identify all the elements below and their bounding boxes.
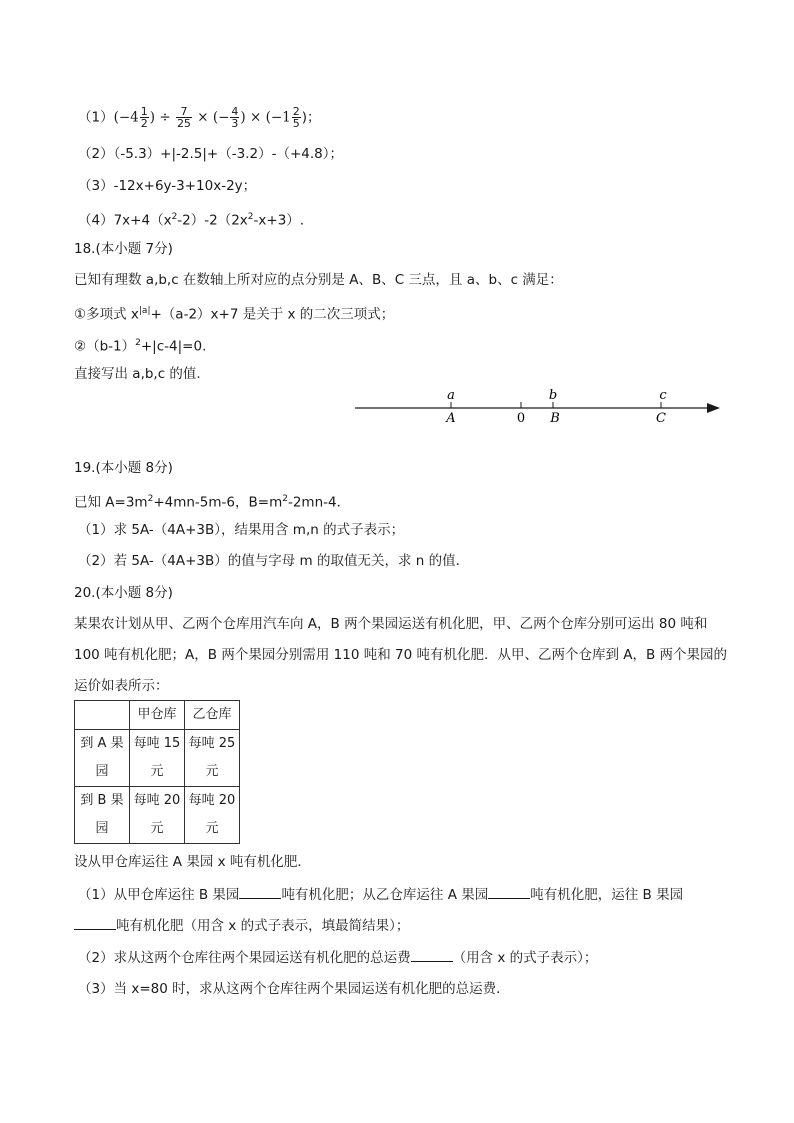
table-cell: 甲仓库: [130, 701, 185, 730]
q18-condition-1: ①多项式 $x^{|a|}+(a-2)x+7$ 是关于 x 的二次三项式；: [74, 306, 395, 323]
q17-part4: $(4)7x+4(x^2-2)-2(2x^2-x+3)$.: [78, 212, 305, 229]
table-header-row: [75, 701, 240, 730]
q20-text-line3: 运价如表所示：: [74, 678, 169, 694]
label-a: a: [447, 388, 455, 403]
q19-given: 已知 $A=3m^2+4mn-5m-6$，$B=m^2-2mn-4$．: [74, 494, 351, 511]
q18-intro: 已知有理数 a,b,c 在数轴上所对应的点分别是 A、B、C 三点，且 a、b、c 满足：: [74, 272, 563, 288]
q17-part3: （3）-12x+6y-3+10x-2y；: [78, 178, 257, 194]
q20-text-line1: 某果农计划从甲、乙两个仓库用汽车向 A，B 两个果园运送有机化肥，甲、乙两个仓库分别可运出 80 吨和: [74, 616, 708, 632]
fare-table: [74, 700, 240, 844]
table-cell: 到 B 果园: [75, 787, 130, 844]
label-B: B: [550, 411, 560, 426]
answer-blank[interactable]: [488, 884, 530, 899]
q20-assumption: 设从甲仓库运往 A 果园 x 吨有机化肥．: [74, 854, 311, 870]
table-row: [75, 787, 240, 844]
table-cell: [75, 701, 130, 730]
number-line-arrow: [707, 403, 720, 413]
fraction: $\frac{4}{3}$: [231, 105, 239, 130]
answer-blank[interactable]: [411, 947, 453, 962]
q17-part2: （2）（-5.3）+|-2.5|+（-3.2）-（+4.8）；: [78, 146, 343, 162]
q20-part1-line1: （1）从甲仓库运往 B 果园 吨有机化肥；从乙仓库运往 A 果园 吨有机化肥，运往 B 果园: [78, 884, 683, 905]
label-C: C: [656, 411, 666, 426]
q20-heading: 20.(本小题 8分): [74, 585, 173, 601]
fraction: $\frac{2}{5}$: [292, 105, 300, 130]
fraction: $\frac{1}{2}$: [140, 105, 148, 130]
q19-heading: 19.(本小题 8分): [74, 460, 173, 476]
table-cell: 每吨 25 元: [185, 730, 240, 787]
label-A: A: [446, 411, 456, 426]
q18-condition-2: $②(b-1)^2+|c-4|=0$.: [74, 338, 207, 355]
table-cell: 到 A 果园: [75, 730, 130, 787]
number-line: [350, 385, 730, 427]
table-cell: 乙仓库: [185, 701, 240, 730]
label-zero: 0: [516, 411, 526, 426]
q20-part3: （3）当 x=80 时，求从这两个仓库往两个果园运送有机化肥的总运费．: [78, 981, 510, 997]
q20-part1-line2: 吨有机化肥（用含 x 的式子表示，填最简结果）；: [74, 915, 409, 936]
q19-part1: （1）求 5A-（4A+3B），结果用含 m,n 的式子表示；: [78, 522, 405, 538]
answer-blank[interactable]: [239, 884, 281, 899]
fraction: $\frac{7}{25}$: [176, 105, 191, 130]
label-b: b: [548, 388, 558, 403]
q18-ask: 直接写出 a,b,c 的值.: [74, 366, 201, 382]
label-c: c: [659, 388, 667, 403]
q17-part1: （1）(−4 $\frac{1}{2}$ ) ÷ $\frac{7}{25}$ × (− $\frac{4}{3}$ ) × (−1 $\frac{2}{5}$ )；: [78, 105, 321, 130]
table-row: [75, 730, 240, 787]
table-cell: 每吨 15 元: [130, 730, 185, 787]
answer-blank[interactable]: [74, 915, 116, 930]
table-cell: 每吨 20 元: [130, 787, 185, 844]
q20-text-line2: 100 吨有机化肥；A，B 两个果园分别需用 110 吨和 70 吨有机化肥．从甲、乙两个仓库到 A，B 两个果园的: [74, 647, 728, 663]
q19-part2: （2）若 5A-（4A+3B）的值与字母 m 的取值无关，求 n 的值．: [78, 553, 470, 569]
table-cell: 每吨 20 元: [185, 787, 240, 844]
q20-part2: （2）求从这两个仓库往两个果园运送有机化肥的总运费 （用含 x 的式子表示）；: [78, 947, 597, 968]
q18-heading: 18.(本小题 7分): [74, 241, 173, 257]
